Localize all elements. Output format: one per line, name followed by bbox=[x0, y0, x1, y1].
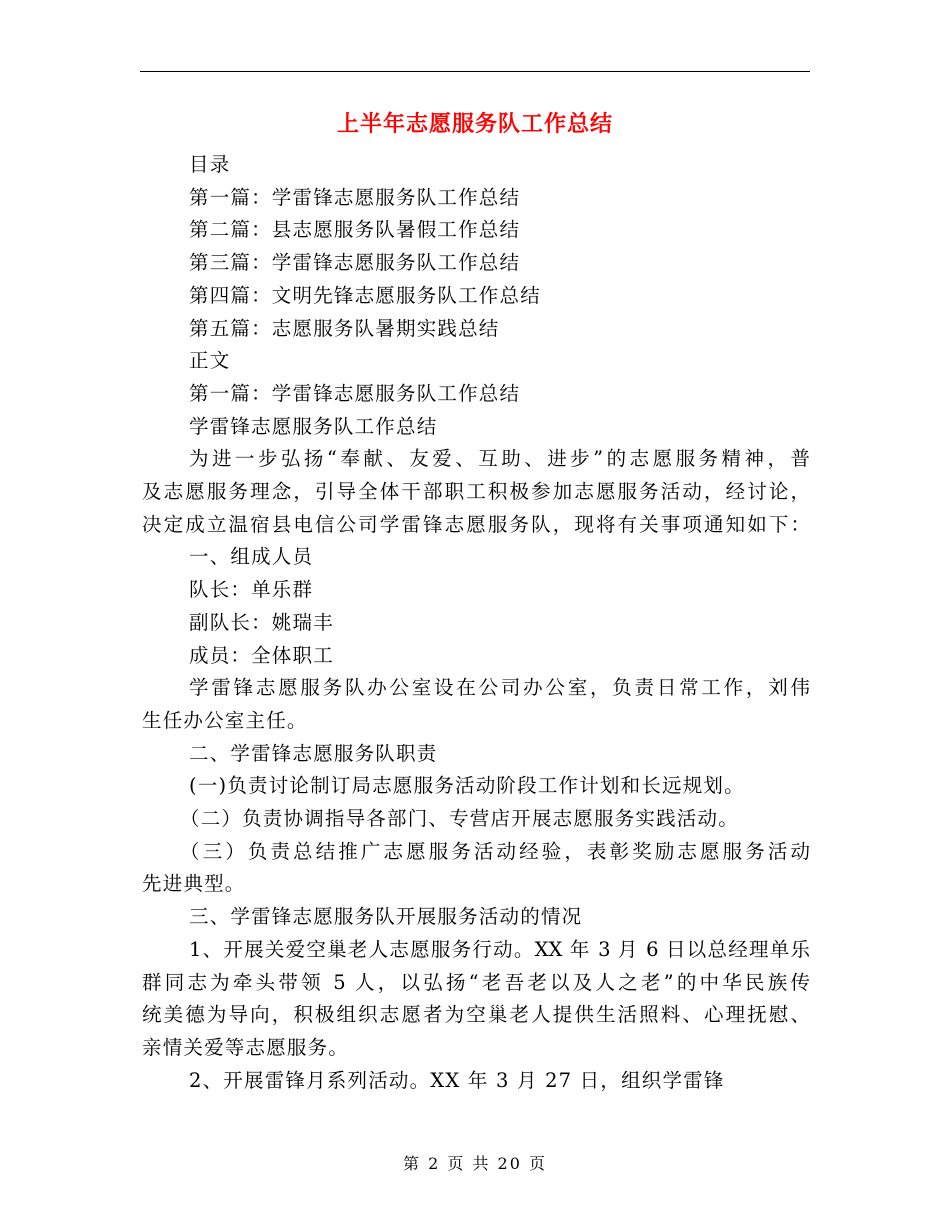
section2-heading: 二、学雷锋志愿服务队职责 bbox=[189, 741, 438, 765]
intro-line-2: 及志愿服务理念，引导全体干部职工积极参加志愿服务活动，经讨论， bbox=[142, 480, 810, 504]
header-rule bbox=[140, 71, 810, 72]
duty-3-line-2: 先进典型。 bbox=[142, 872, 246, 896]
team-members: 成员：全体职工 bbox=[189, 643, 334, 667]
toc-item-5[interactable]: 第五篇：志愿服务队暑期实践总结 bbox=[189, 316, 500, 340]
activity-2-line-1: 2、开展雷锋月系列活动。XX 年 3 月 27 日，组织学雷锋 bbox=[189, 1068, 725, 1092]
duty-1: (一)负责讨论制订局志愿服务活动阶段工作计划和长远规划。 bbox=[189, 774, 745, 798]
article-title: 学雷锋志愿服务队工作总结 bbox=[189, 414, 438, 438]
activity-1-line-2: 群同志为牵头带领 5 人，以弘扬“老吾老以及人之老”的中华民族传 bbox=[142, 970, 810, 994]
office-line-1: 学雷锋志愿服务队办公室设在公司办公室，负责日常工作，刘伟 bbox=[189, 676, 810, 700]
toc-item-3[interactable]: 第三篇：学雷锋志愿服务队工作总结 bbox=[189, 251, 521, 275]
toc-heading: 目录 bbox=[189, 153, 231, 176]
section3-heading: 三、学雷锋志愿服务队开展服务活动的情况 bbox=[189, 905, 583, 929]
duty-3-paragraph bbox=[142, 836, 810, 901]
intro-paragraph bbox=[142, 443, 810, 541]
toc-item-1[interactable]: 第一篇：学雷锋志愿服务队工作总结 bbox=[189, 185, 521, 209]
intro-line-3: 决定成立温宿县电信公司学雷锋志愿服务队，现将有关事项通知如下： bbox=[142, 512, 810, 536]
intro-line-1: 为进一步弘扬“奉献、友爱、互助、进步”的志愿服务精神，普 bbox=[189, 447, 810, 471]
activity-1-line-1: 1、开展关爱空巢老人志愿服务行动。XX 年 3 月 6 日以总经理单乐 bbox=[189, 937, 810, 961]
section1-heading: 一、组成人员 bbox=[189, 545, 314, 569]
toc-item-4[interactable]: 第四篇：文明先锋志愿服务队工作总结 bbox=[189, 283, 541, 307]
duty-2: （二）负责协调指导各部门、专营店开展志愿服务实践活动。 bbox=[180, 807, 739, 831]
document-title: 上半年志愿服务队工作总结 bbox=[336, 112, 613, 137]
office-line-2: 生任办公室主任。 bbox=[142, 708, 308, 732]
activity-1-line-3: 统美德为导向，积极组织志愿者为空巢老人提供生活照料、心理抚慰、 bbox=[142, 1003, 810, 1027]
activity-1-paragraph bbox=[142, 934, 810, 1065]
activity-1-line-4: 亲情关爱等志愿服务。 bbox=[142, 1035, 350, 1059]
office-paragraph bbox=[142, 672, 810, 737]
page-indicator: 第 2 页 共 20 页 bbox=[403, 1154, 547, 1173]
duty-3-line-1: （三）负责总结推广志愿服务活动经验，表彰奖励志愿服务活动 bbox=[180, 839, 810, 863]
article-reference: 第一篇：学雷锋志愿服务队工作总结 bbox=[189, 381, 521, 405]
deputy-leader: 副队长：姚瑞丰 bbox=[189, 610, 334, 634]
document-body bbox=[142, 149, 810, 1097]
main-heading: 正文 bbox=[189, 349, 231, 373]
team-leader: 队长：单乐群 bbox=[189, 578, 314, 602]
toc-item-2[interactable]: 第二篇：县志愿服务队暑假工作总结 bbox=[189, 218, 521, 242]
